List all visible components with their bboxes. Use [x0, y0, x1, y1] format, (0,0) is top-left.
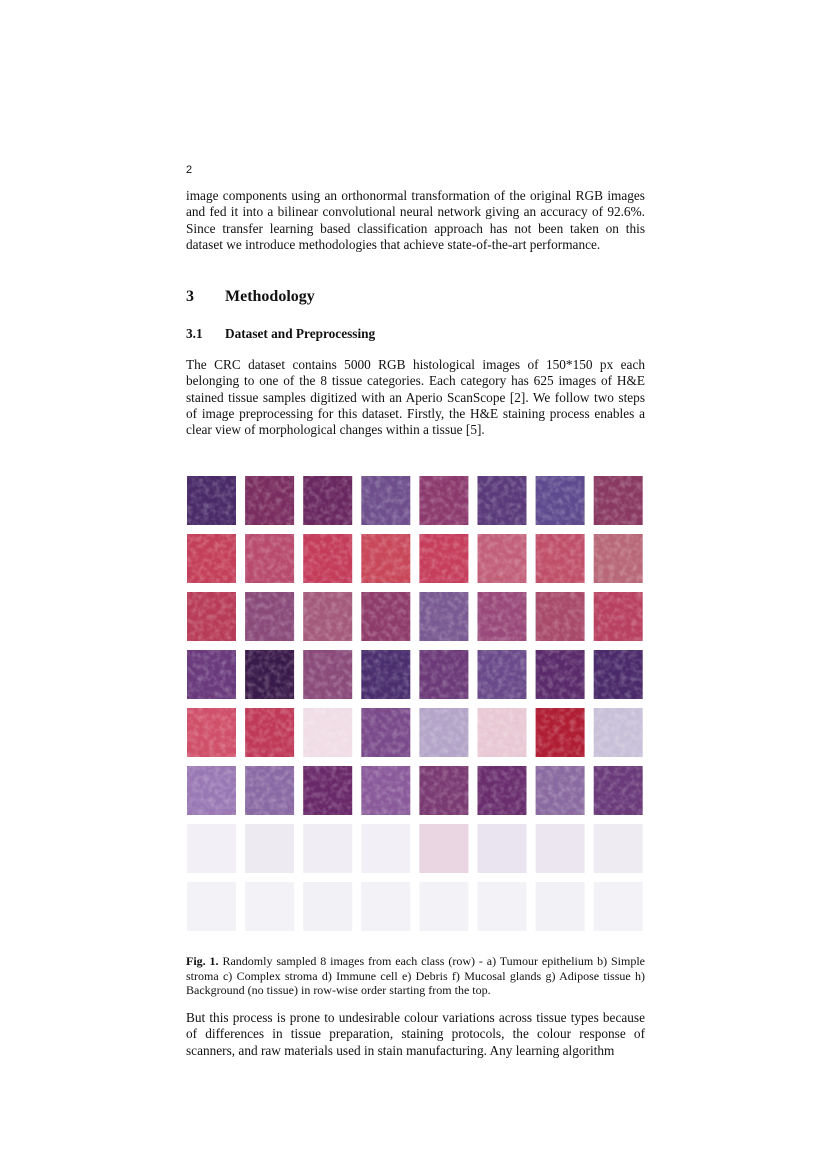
- tissue-texture-r6-c2: [245, 766, 294, 815]
- intro-paragraph: image components using an orthonormal transformation of the original RGB images and fed it into a bilinear convolutional neural network giving an accuracy of 92.6%. Since transfer learning based classification approach has not been taken on this dataset we introduce methodologies that achieve state-of-the-art performance.: [186, 188, 645, 252]
- tissue-texture-r5-c5: [419, 708, 468, 757]
- tissue-texture-r2-c5: [419, 534, 468, 583]
- tissue-texture-r2-c8: [594, 534, 643, 583]
- figure-label: Fig. 1.: [186, 954, 219, 968]
- tissue-texture-r3-c8: [594, 592, 643, 641]
- tissue-texture-r3-c6: [478, 592, 527, 641]
- tissue-texture-r5-c7: [536, 708, 585, 757]
- tissue-texture-r2-c6: [478, 534, 527, 583]
- tissue-texture-r5-c3: [303, 708, 352, 757]
- tissue-texture-r1-c1: [187, 476, 236, 525]
- tissue-image-r7-c8: [594, 824, 643, 873]
- tissue-texture-r3-c2: [245, 592, 294, 641]
- tissue-texture-r6-c5: [419, 766, 468, 815]
- subsection-heading: [186, 326, 375, 342]
- tissue-texture-r5-c8: [594, 708, 643, 757]
- tissue-texture-r3-c3: [303, 592, 352, 641]
- tissue-texture-r6-c3: [303, 766, 352, 815]
- after-figure-paragraph: But this process is prone to undesirable colour variations across tissue types because of differences in tissue preparation, staining protocols, the colour response of scanners, and raw materials used in stain manufacturing. Any learning algorithm: [186, 1010, 645, 1058]
- tissue-image-r7-c1: [187, 824, 236, 873]
- figure-image-grid: [187, 476, 643, 931]
- tissue-image-r7-c5: [419, 824, 468, 873]
- tissue-texture-r2-c3: [303, 534, 352, 583]
- figure-caption: [186, 954, 645, 998]
- section-title: Methodology: [225, 288, 315, 305]
- tissue-image-r7-c6: [478, 824, 527, 873]
- tissue-texture-r1-c3: [303, 476, 352, 525]
- tissue-texture-r5-c4: [361, 708, 410, 757]
- dataset-paragraph: The CRC dataset contains 5000 RGB histological images of 150*150 px each belonging to one of the 8 tissue categories. Each category has 625 images of H&E stained tissue samples digitized with an Aperio ScanScope [2]. We follow two steps of image preprocessing for this dataset. Firstly, the H&E staining process enables a clear view of morphological changes within a tissue [5].: [186, 357, 645, 438]
- tissue-texture-r5-c6: [478, 708, 527, 757]
- tissue-texture-r1-c4: [361, 476, 410, 525]
- tissue-texture-r4-c4: [361, 650, 410, 699]
- figure-caption-text: Randomly sampled 8 images from each class (row) - a) Tumour epithelium b) Simple stroma c) Complex stroma d) Immune cell e) Debris f) Mucosal glands g) Adipose tissue h) Background (no tissue) in row-wise order starting from the top.: [186, 954, 645, 998]
- tissue-texture-r6-c6: [478, 766, 527, 815]
- section-heading: [186, 288, 315, 306]
- tissue-texture-r3-c5: [419, 592, 468, 641]
- tissue-image-r8-c6: [478, 882, 527, 931]
- tissue-texture-r4-c2: [245, 650, 294, 699]
- section-number: 3: [186, 288, 194, 305]
- tissue-texture-r2-c4: [361, 534, 410, 583]
- tissue-texture-r2-c7: [536, 534, 585, 583]
- tissue-texture-r6-c8: [594, 766, 643, 815]
- tissue-image-r8-c2: [245, 882, 294, 931]
- tissue-texture-r4-c3: [303, 650, 352, 699]
- tissue-texture-r1-c5: [419, 476, 468, 525]
- tissue-texture-r1-c8: [594, 476, 643, 525]
- tissue-texture-r4-c6: [478, 650, 527, 699]
- tissue-texture-r4-c7: [536, 650, 585, 699]
- tissue-texture-r1-c2: [245, 476, 294, 525]
- tissue-texture-r4-c8: [594, 650, 643, 699]
- tissue-texture-r6-c1: [187, 766, 236, 815]
- tissue-image-r8-c7: [536, 882, 585, 931]
- tissue-texture-r1-c6: [478, 476, 527, 525]
- tissue-image-r8-c8: [594, 882, 643, 931]
- tissue-image-r8-c3: [303, 882, 352, 931]
- tissue-texture-r4-c1: [187, 650, 236, 699]
- tissue-texture-r3-c7: [536, 592, 585, 641]
- tissue-texture-r2-c1: [187, 534, 236, 583]
- tissue-texture-r2-c2: [245, 534, 294, 583]
- tissue-texture-r5-c2: [245, 708, 294, 757]
- tissue-texture-r3-c1: [187, 592, 236, 641]
- tissue-image-r7-c2: [245, 824, 294, 873]
- page-number: 2: [186, 164, 193, 176]
- subsection-title: Dataset and Preprocessing: [225, 326, 376, 341]
- tissue-image-r7-c3: [303, 824, 352, 873]
- tissue-image-r7-c4: [361, 824, 410, 873]
- tissue-image-r7-c7: [536, 824, 585, 873]
- tissue-texture-r4-c5: [419, 650, 468, 699]
- tissue-texture-r1-c7: [536, 476, 585, 525]
- tissue-texture-r6-c4: [361, 766, 410, 815]
- tissue-image-r8-c5: [419, 882, 468, 931]
- tissue-image-r8-c4: [361, 882, 410, 931]
- tissue-texture-r5-c1: [187, 708, 236, 757]
- tissue-texture-r3-c4: [361, 592, 410, 641]
- tissue-image-r8-c1: [187, 882, 236, 931]
- subsection-number: 3.1: [186, 326, 203, 341]
- tissue-texture-r6-c7: [536, 766, 585, 815]
